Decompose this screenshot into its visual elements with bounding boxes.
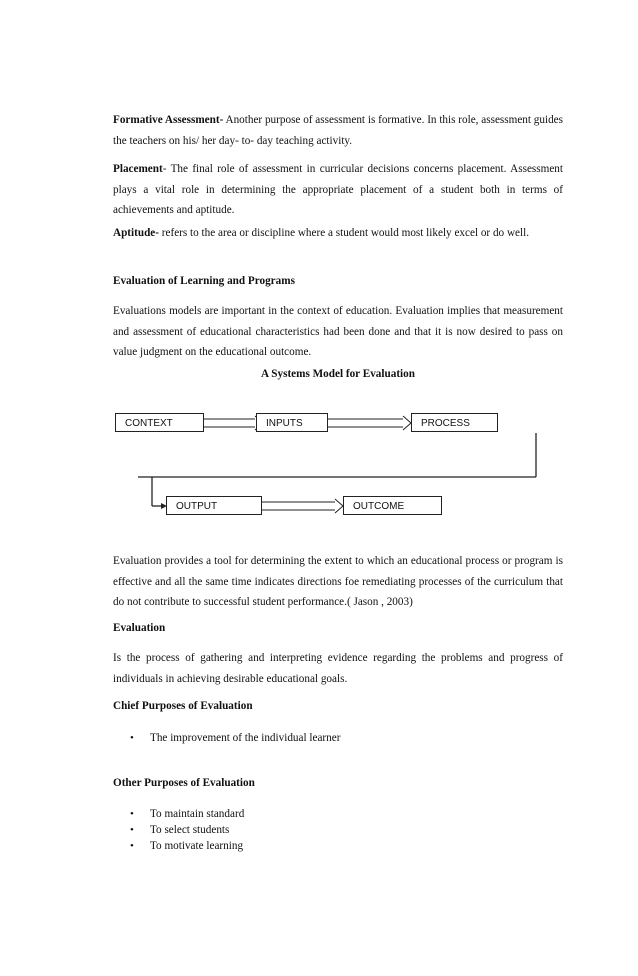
outcome-box: OUTCOME [343,496,442,515]
chief-purposes-heading: Chief Purposes of Evaluation [113,700,253,712]
list-item: • To motivate learning [130,840,244,852]
context-box: CONTEXT [115,413,204,432]
list-item: • The improvement of the individual learner [130,732,341,744]
formative-text: Another purpose of assessment is formative. In this role, assessment guides the teachers on his/ her day- to- day teaching activity. [113,114,564,147]
arrow-context-inputs [204,416,263,430]
inputs-box: INPUTS [256,413,328,432]
arrow-inputs-process [328,416,411,430]
process-box: PROCESS [411,413,498,432]
other-purposes-list [130,806,244,854]
diagram-title: A Systems Model for Evaluation [261,368,415,380]
bullet-icon: • [130,732,134,744]
list-item: • To select students [130,824,230,836]
bullet-icon: • [130,840,134,852]
output-box: OUTPUT [166,496,262,515]
placement-term: Placement [113,163,163,175]
evaluation-tool-paragraph: Evaluation provides a tool for determining the extent to which an educational process or program is effective and all the same time indicates directions foe remediating processes of the curriculum that do not contribute to successful student performance.( Jason , 2003) [113,555,563,608]
evaluation-heading: Evaluation [113,622,166,634]
bullet-icon: • [130,808,134,820]
other-purposes-heading: Other Purposes of Evaluation [113,777,255,789]
evaluation-programs-heading: Evaluation of Learning and Programs [113,275,295,287]
evaluation-paragraph: Is the process of gathering and interpreting evidence regarding the problems and progress of individuals in achieving desirable educational goals. [113,652,563,685]
aptitude-term: Aptitude- [113,227,159,239]
bullet-icon: • [130,824,134,836]
formative-term: Formative Assessment- [113,114,224,126]
placement-text: - The final role of assessment in curricular decisions concerns placement. Assessment plays a vital role in determining the appropriate placement of a student both in terms of achievements and aptitude. [113,163,563,216]
chief-purposes-list [130,730,340,746]
evaluation-programs-paragraph: Evaluations models are important in the context of education. Evaluation implies that measurement and assessment of educational characteristics had been done and that it is now desired to pass on value judgment on the educational outcome. [113,305,563,358]
arrow-output-outcome [262,499,343,513]
list-item: • To maintain standard [130,808,245,820]
aptitude-text: refers to the area or discipline where a student would most likely excel or do well. [159,227,530,239]
